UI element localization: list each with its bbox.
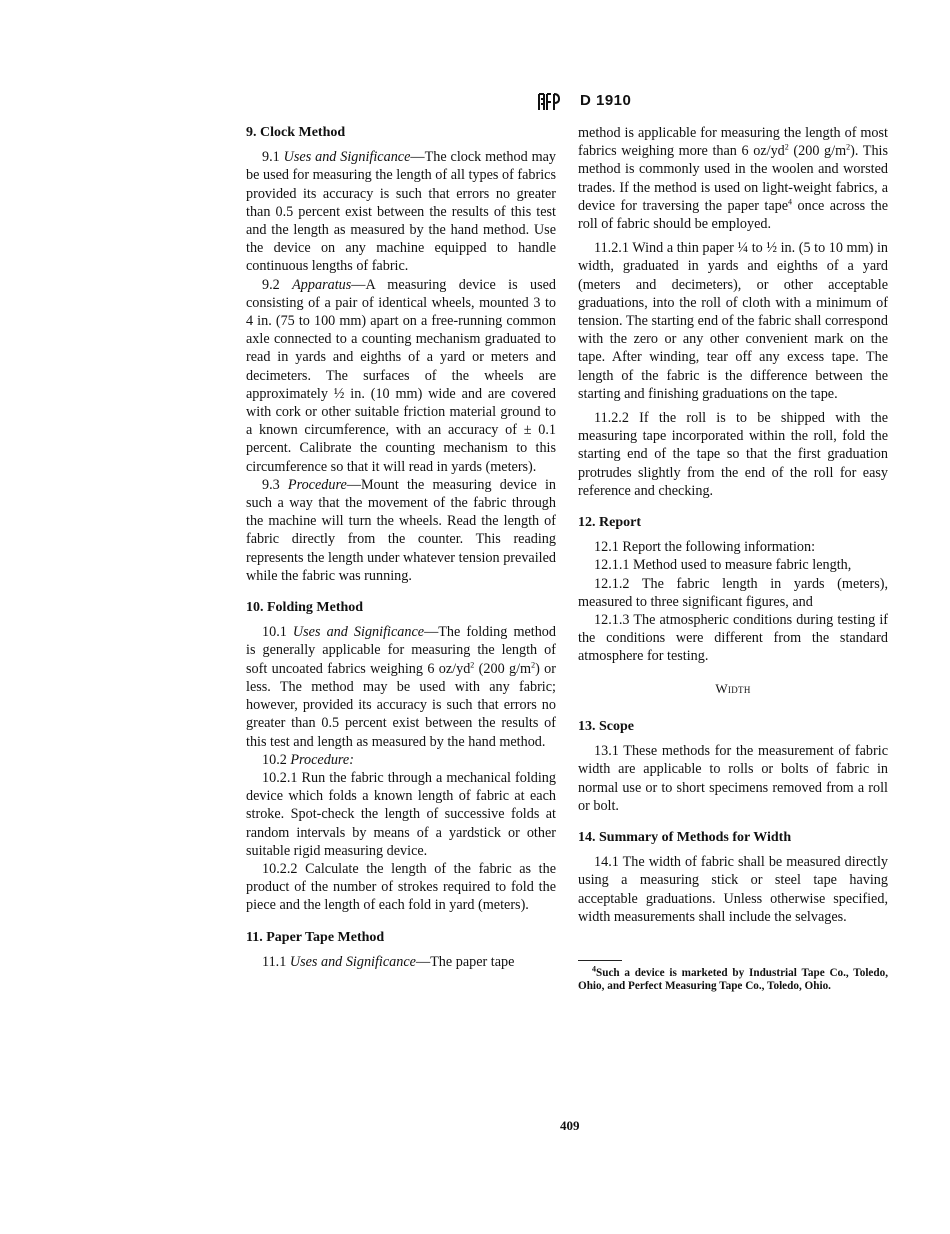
section-14-heading: 14. Summary of Methods for Width	[578, 829, 792, 845]
paragraph-9-1: 9.1 Uses and Significance—The clock method may be used for measuring the length of all types of fabrics provided its accuracy is such that errors no greater than 0.5 percent exist between the results of this test and the length as measured by the hand method. Use the device on any machine equipped to handle continuous lengths of fabric.	[246, 149, 556, 275]
footnote: $^4$Such a device is marketed by Industrial Tape Co., Toledo, Ohio, and Perfect Measuring Tape Co., Toledo, Ohio.	[578, 964, 888, 992]
section-10-heading: 10. Folding Method	[246, 600, 364, 616]
paragraph-11-1-continued: method is applicable for measuring the length of most fabrics weighing more than 6 $oz/yd^2$ (200 $g/m^2$). This method is commonly used in the woolen and worsted trades. If the method is used on light-weight fabrics, a device for traversing the paper tape$^4$ once across the roll of fabric should be employed.	[578, 125, 889, 233]
paragraph-11-1: 11.1 Uses and Significance—The paper tape	[262, 953, 515, 970]
paragraph-13-1: 13.1 These methods for the measurement of fabric width are applicable to rolls or bolts of fabric in normal use or to short specimens removed from a roll or bolt.	[578, 743, 888, 814]
right-column	[578, 124, 888, 992]
paragraph-12-1-1: 12.1.1 Method used to measure fabric length,	[594, 557, 852, 574]
paragraph-10-2-2: 10.2.2 Calculate the length of the fabric as the product of the number of strokes required to fold the piece and the length of each fold in yard (meters).	[246, 860, 556, 914]
paragraph-9-3: 9.3 Procedure—Mount the measuring device in such a way that the movement of the fabric through the machine will turn the wheels. Read the length of fabric directly from the counter. This reading represents the length under whatever tension prevailed while the fabric was running.	[246, 476, 556, 584]
section-11-heading: 11. Paper Tape Method	[246, 929, 385, 945]
paragraph-14-1: 14.1 The width of fabric shall be measured directly using a measuring stick or steel tape having acceptable graduations. Unless otherwise specified, width measurements shall include the selvages.	[578, 854, 888, 925]
width-part-heading: Width	[715, 680, 751, 696]
paragraph-12-1: 12.1 Report the following information:	[594, 539, 816, 556]
paragraph-10-1: 10.1 Uses and Significance—The folding method is generally applicable for measuring the length of soft uncoated fabrics weighing 6 $oz/yd^2$ (200 $g/m^2$) or less. The method may be used with any fabric; however, provided its accuracy is such that errors no greater than 0.5 percent exist between the results of this test and length as measured by the hand method.	[246, 624, 556, 750]
footnote-reference: 4	[788, 197, 793, 207]
section-9-heading: 9. Clock Method	[246, 125, 346, 140]
paragraph-10-2: 10.2 Procedure:	[262, 751, 354, 768]
section-13-heading: 13. Scope	[578, 718, 634, 734]
left-column	[246, 124, 556, 971]
footnote-divider	[578, 960, 622, 961]
paragraph-11-2-1: 11.2.1 Wind a thin paper ¼ to ½ in. (5 to 10 mm) in width, graduated in yards and eighths of a yard (meters and decimeters), or other acceptable graduations, into the roll of cloth with a minimum of tension. The starting end of the fabric shall correspond with the zero or any other convenient mark on the tape. After winding, tear off any excess tape. The length of the fabric is the difference between the starting and finishing graduations on the tape.	[578, 240, 888, 402]
paragraph-12-1-2: 12.1.2 The fabric length in yards (meters), measured to three significant figures, and	[578, 575, 888, 610]
paragraph-11-2-2: 11.2.2 If the roll is to be shipped with the measuring tape incorporated within the roll, fold the starting end of the tape so that the first graduation protrudes slightly from the end of the roll for easy reference and checking.	[578, 410, 888, 499]
paragraph-9-2: 9.2 Apparatus—A measuring device is used consisting of a pair of identical wheels, mounted 3 to 4 in. (75 to 100 mm) apart on a free-running common axle connected to a counting mechanism graduated to read in yards and eighths of a yard or meters and decimeters. The surfaces of the wheels are approximately ½ in. (10 mm) wide and are covered with cork or other suitable friction material ground to a known circumference, with an accuracy of ± 0.1 percent. Calibrate the counting mechanism to this circumference so that it will read in yards (meters).	[246, 276, 556, 475]
section-12-heading: 12. Report	[578, 515, 641, 531]
page-header	[0, 88, 950, 118]
document-designation: D 1910	[580, 92, 632, 109]
paragraph-10-2-1: 10.2.1 Run the fabric through a mechanical folding device which folds a known length of fabric at each stroke. Spot-check the length of successive folds at random intervals by means of a yardstick or other suitable rigid measuring device.	[246, 769, 556, 859]
astm-logo-icon	[536, 90, 560, 114]
paragraph-12-1-3: 12.1.3 The atmospheric conditions during testing if the conditions were different from the standard atmosphere for testing.	[578, 612, 888, 665]
page-number: 409	[560, 1118, 580, 1133]
